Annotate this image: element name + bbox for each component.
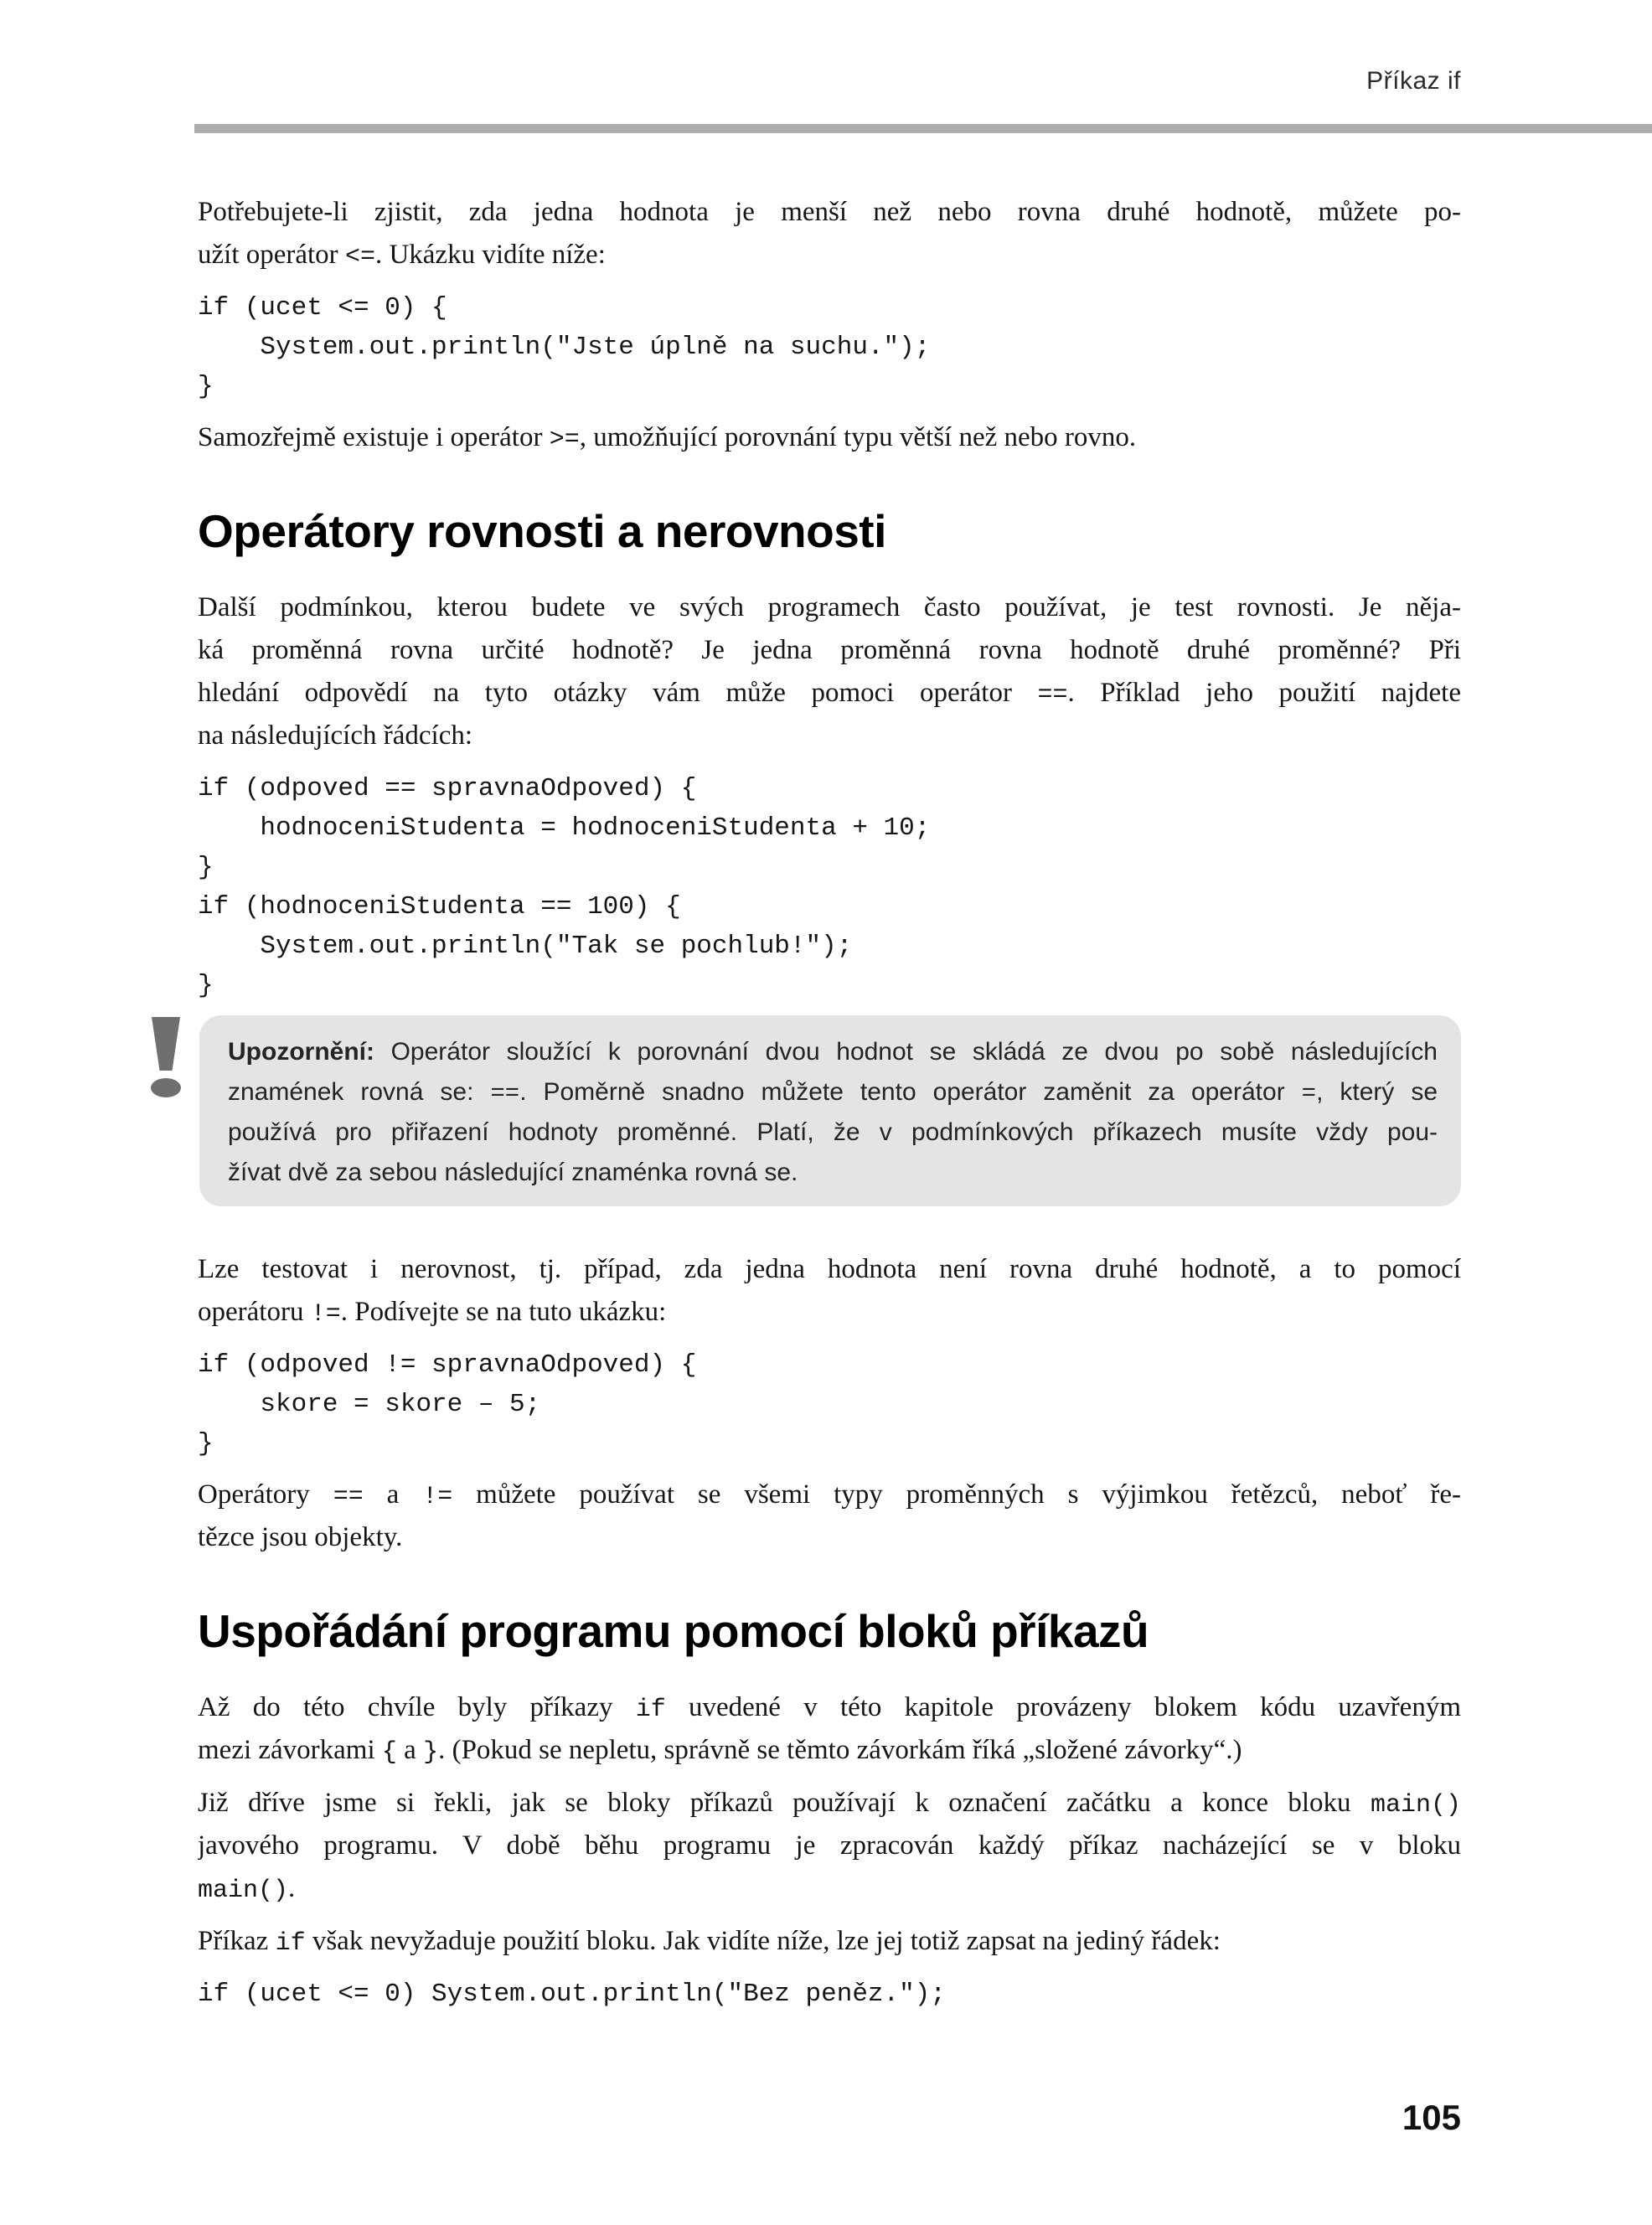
text-run: Již dříve jsme si řekli, jak se bloky příkazů používají k označení začátku a konce bloku xyxy=(198,1788,1371,1818)
text-line xyxy=(198,416,1461,459)
text-line xyxy=(198,1782,1461,1825)
text-run: hledání odpovědí na tyto otázky vám může pomoci operátor xyxy=(198,678,1038,708)
text-run: Operátor sloužící k porovnání dvou hodnot se skládá ze dvou po sobě následujících xyxy=(374,1038,1438,1066)
text-line xyxy=(198,715,1461,757)
text-run: , který se xyxy=(1316,1078,1438,1106)
header-rule xyxy=(194,124,1652,133)
text-line xyxy=(198,191,1461,234)
inline-code: == xyxy=(490,1080,520,1107)
exclamation-bar xyxy=(152,1017,180,1071)
code-block xyxy=(198,769,1461,1005)
paragraph xyxy=(198,1782,1461,1910)
paragraph xyxy=(198,1920,1461,1963)
text-run: Příkaz xyxy=(198,1926,276,1956)
text-run: operátoru xyxy=(198,1297,311,1327)
text-line xyxy=(228,1112,1438,1153)
inline-code: == xyxy=(1037,681,1068,710)
section-heading: Operátory rovnosti a nerovnosti xyxy=(198,505,886,557)
inline-code: == xyxy=(333,1483,364,1511)
inline-code: <= xyxy=(344,243,375,271)
inline-code: { xyxy=(381,1738,397,1767)
text-line xyxy=(198,1516,1461,1559)
text-line xyxy=(198,1825,1461,1867)
exclamation-dot xyxy=(151,1078,181,1097)
text-run: . (Pokud se nepletu, správně se těmto závorkám říká „složené závorky“.) xyxy=(438,1735,1242,1765)
code-line: if (hodnoceniStudenta == 100) { xyxy=(198,892,681,921)
warning-note xyxy=(198,1015,1461,1206)
text-line xyxy=(198,1474,1461,1516)
code-line: if (odpoved != spravnaOdpoved) { xyxy=(198,1350,697,1380)
text-run: . Podívejte se na tuto ukázku: xyxy=(340,1297,667,1327)
code-block xyxy=(198,1345,1461,1464)
text-run: uvedené v této kapitole provázeny blokem kódu uzavřeným xyxy=(665,1692,1461,1722)
paragraph xyxy=(198,416,1461,459)
text-run: na následujících řádcích: xyxy=(198,720,473,751)
text-run: ká proměnná rovna určité hodnotě? Je jedna proměnná rovna hodnotě druhé proměnné? Při xyxy=(198,635,1461,665)
inline-code: main() xyxy=(198,1877,289,1905)
code-line: } xyxy=(198,1429,214,1458)
code-line: hodnoceniStudenta = hodnoceniStudenta + 10; xyxy=(198,813,931,843)
text-line xyxy=(198,1729,1461,1772)
text-run: a xyxy=(363,1479,423,1510)
running-header xyxy=(1366,67,1461,96)
code-line: if (ucet <= 0) System.out.println("Bez peněz."); xyxy=(198,1980,946,2009)
text-line xyxy=(198,1920,1461,1963)
inline-code: = xyxy=(1301,1080,1317,1107)
text-run: znamének rovná se: xyxy=(228,1078,491,1106)
inline-code: != xyxy=(310,1300,341,1329)
text-run: žívat dvě za sebou následující znaménka rovná se. xyxy=(228,1159,798,1186)
text-line xyxy=(198,586,1461,629)
text-run: mezi závorkami xyxy=(198,1735,382,1765)
text-run: tězce jsou objekty. xyxy=(198,1522,403,1552)
text-line xyxy=(198,1867,1461,1910)
text-run: však nevyžaduje použití bloku. Jak vidíte níže, lze jej totiž zapsat na jediný řádek: xyxy=(305,1926,1221,1956)
paragraph xyxy=(198,586,1461,757)
code-block xyxy=(198,288,1461,406)
code-line: skore = skore – 5; xyxy=(198,1390,541,1419)
code-line: } xyxy=(198,372,214,401)
text-run: javového programu. V době běhu programu je zpracován každý příkaz nacházející se v bloku xyxy=(198,1830,1461,1861)
text-line xyxy=(198,629,1461,672)
inline-code: >= xyxy=(549,426,580,454)
paragraph xyxy=(198,1686,1461,1772)
code-line: System.out.println("Jste úplně na suchu."); xyxy=(198,333,931,362)
code-line: } xyxy=(198,853,214,882)
inline-code: } xyxy=(423,1738,439,1767)
text-run: . Poměrně snadno můžete tento operátor zaměnit za operátor xyxy=(519,1078,1302,1106)
text-line xyxy=(198,234,1461,276)
inline-code: if xyxy=(275,1929,306,1958)
text-run: můžete používat se všemi typy proměnných s výjimkou řetězců, neboť ře- xyxy=(452,1479,1461,1510)
text-run: Další podmínkou, kterou budete ve svých programech často používat, je test rovnosti. Je něja- xyxy=(198,592,1461,622)
exclamation-icon xyxy=(149,1015,183,1097)
page-number: 105 xyxy=(1402,2098,1461,2137)
text-run: . Příklad jeho použití najdete xyxy=(1067,678,1461,708)
text-run: užít operátor xyxy=(198,240,345,270)
text-run: Samozřejmě existuje i operátor xyxy=(198,422,550,452)
code-line: if (ucet <= 0) { xyxy=(198,293,447,323)
text-run: používá pro přiřazení hodnoty proměnné. Platí, že v podmínkových příkazech musíte vždy pou- xyxy=(228,1118,1438,1146)
text-run: . Ukázku vidíte níže: xyxy=(374,240,606,270)
text-line xyxy=(228,1153,1438,1193)
note-box xyxy=(199,1015,1461,1206)
text-line xyxy=(198,1248,1461,1291)
text-run: a xyxy=(396,1735,424,1765)
text-run: , umožňující porovnání typu větší než nebo rovno. xyxy=(579,422,1137,452)
text-run: Operátory xyxy=(198,1479,333,1510)
text-line xyxy=(228,1032,1438,1072)
text-line xyxy=(198,1291,1461,1334)
text-run: Až do této chvíle byly příkazy xyxy=(198,1692,636,1722)
text-run: . xyxy=(288,1873,296,1903)
text-run: Lze testovat i nerovnost, tj. případ, zda jedna hodnota není rovna druhé hodnotě, a to pomocí xyxy=(198,1254,1461,1284)
inline-code: if xyxy=(635,1696,666,1724)
paragraph xyxy=(198,1248,1461,1334)
running-header-title: Příkaz if xyxy=(1366,67,1461,95)
code-block xyxy=(198,1975,1461,2014)
page-content xyxy=(198,191,1461,2024)
code-line: } xyxy=(198,971,214,1000)
code-line: if (odpoved == spravnaOdpoved) { xyxy=(198,774,697,803)
paragraph xyxy=(198,191,1461,276)
text-line xyxy=(198,1686,1461,1729)
text-line xyxy=(198,672,1461,715)
text-line xyxy=(228,1072,1438,1112)
inline-code: main() xyxy=(1370,1791,1461,1820)
bold-label: Upozornění: xyxy=(228,1038,374,1066)
inline-code: != xyxy=(422,1483,453,1511)
section-heading: Uspořádání programu pomocí bloků příkazů xyxy=(198,1605,1149,1657)
text-run: Potřebujete-li zjistit, zda jedna hodnota je menší než nebo rovna druhé hodnotě, můžete po- xyxy=(198,197,1461,227)
paragraph xyxy=(198,1474,1461,1559)
code-line: System.out.println("Tak se pochlub!"); xyxy=(198,932,853,961)
